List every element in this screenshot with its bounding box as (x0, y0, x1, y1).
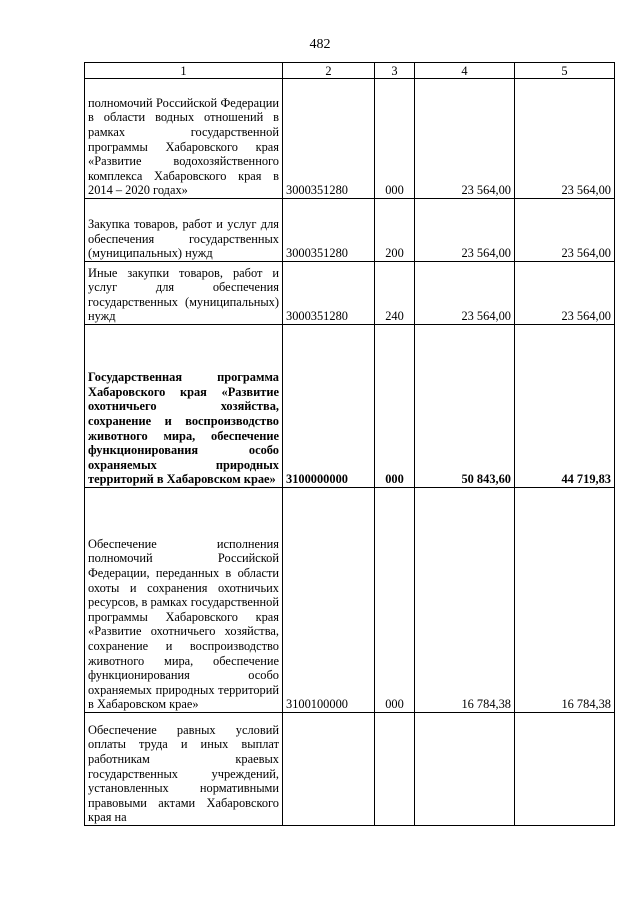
row-name: Государственная программа Хабаровского края «Развитие охотничьего хозяйства, сохранение и воспроизводство животного мира, обеспечение функционирования особо охраняемых природных территорий в Хабаровском крае» (85, 325, 283, 488)
row-value-1: 23 564,00 (415, 79, 515, 199)
row-value-1: 16 784,38 (415, 488, 515, 713)
row-code: 3100000000 (283, 325, 375, 488)
header-row (85, 63, 615, 79)
row-name: Иные закупки товаров, работ и услуг для обеспечения государственных (муниципальных) нужд (85, 262, 283, 325)
header-col-3: 3 (375, 63, 415, 79)
table-row (85, 713, 615, 826)
row-value-1: 23 564,00 (415, 262, 515, 325)
header-col-2: 2 (283, 63, 375, 79)
row-value-1 (415, 713, 515, 826)
row-vr: 200 (375, 199, 415, 262)
header-col-5: 5 (515, 63, 615, 79)
row-code: 3000351280 (283, 199, 375, 262)
table-row (85, 199, 615, 262)
row-value-2: 23 564,00 (515, 79, 615, 199)
table-row (85, 79, 615, 199)
row-name: Обеспечение исполнения полномочий Российской Федерации, переданных в области охоты и сохранения охотничьих ресурсов, в рамках государственной программы Хабаровского края «Развитие охотничьего хозяйства, сохранение и воспроизводство животного мира, обеспечение функционирования особо охраняемых природных территорий в Хабаровском крае» (85, 488, 283, 713)
header-col-1: 1 (85, 63, 283, 79)
row-vr: 000 (375, 79, 415, 199)
page-number: 482 (309, 37, 331, 52)
row-code: 3000351280 (283, 262, 375, 325)
row-vr: 000 (375, 325, 415, 488)
table-row-program (85, 325, 615, 488)
row-value-1: 50 843,60 (415, 325, 515, 488)
row-value-2: 16 784,38 (515, 488, 615, 713)
table-row (85, 262, 615, 325)
header-col-4: 4 (415, 63, 515, 79)
row-name: Закупка товаров, работ и услуг для обеспечения государственных (муниципальных) нужд (85, 199, 283, 262)
row-value-2: 23 564,00 (515, 199, 615, 262)
table-row (85, 488, 615, 713)
row-value-1: 23 564,00 (415, 199, 515, 262)
row-value-2 (515, 713, 615, 826)
row-name: Обеспечение равных условий оплаты труда и иных выплат работникам краевых государственных учреждений, установленных нормативными правовыми актами Хабаровского края на (85, 713, 283, 826)
row-code: 3000351280 (283, 79, 375, 199)
row-vr: 000 (375, 488, 415, 713)
row-value-2: 23 564,00 (515, 262, 615, 325)
row-value-2: 44 719,83 (515, 325, 615, 488)
budget-table (84, 62, 615, 826)
row-name: полномочий Российской Федерации в области водных отношений в рамках государственной программы Хабаровского края «Развитие водохозяйственного комплекса Хабаровского края в 2014 – 2020 годах» (85, 79, 283, 199)
row-vr (375, 713, 415, 826)
row-code (283, 713, 375, 826)
row-code: 3100100000 (283, 488, 375, 713)
row-vr: 240 (375, 262, 415, 325)
